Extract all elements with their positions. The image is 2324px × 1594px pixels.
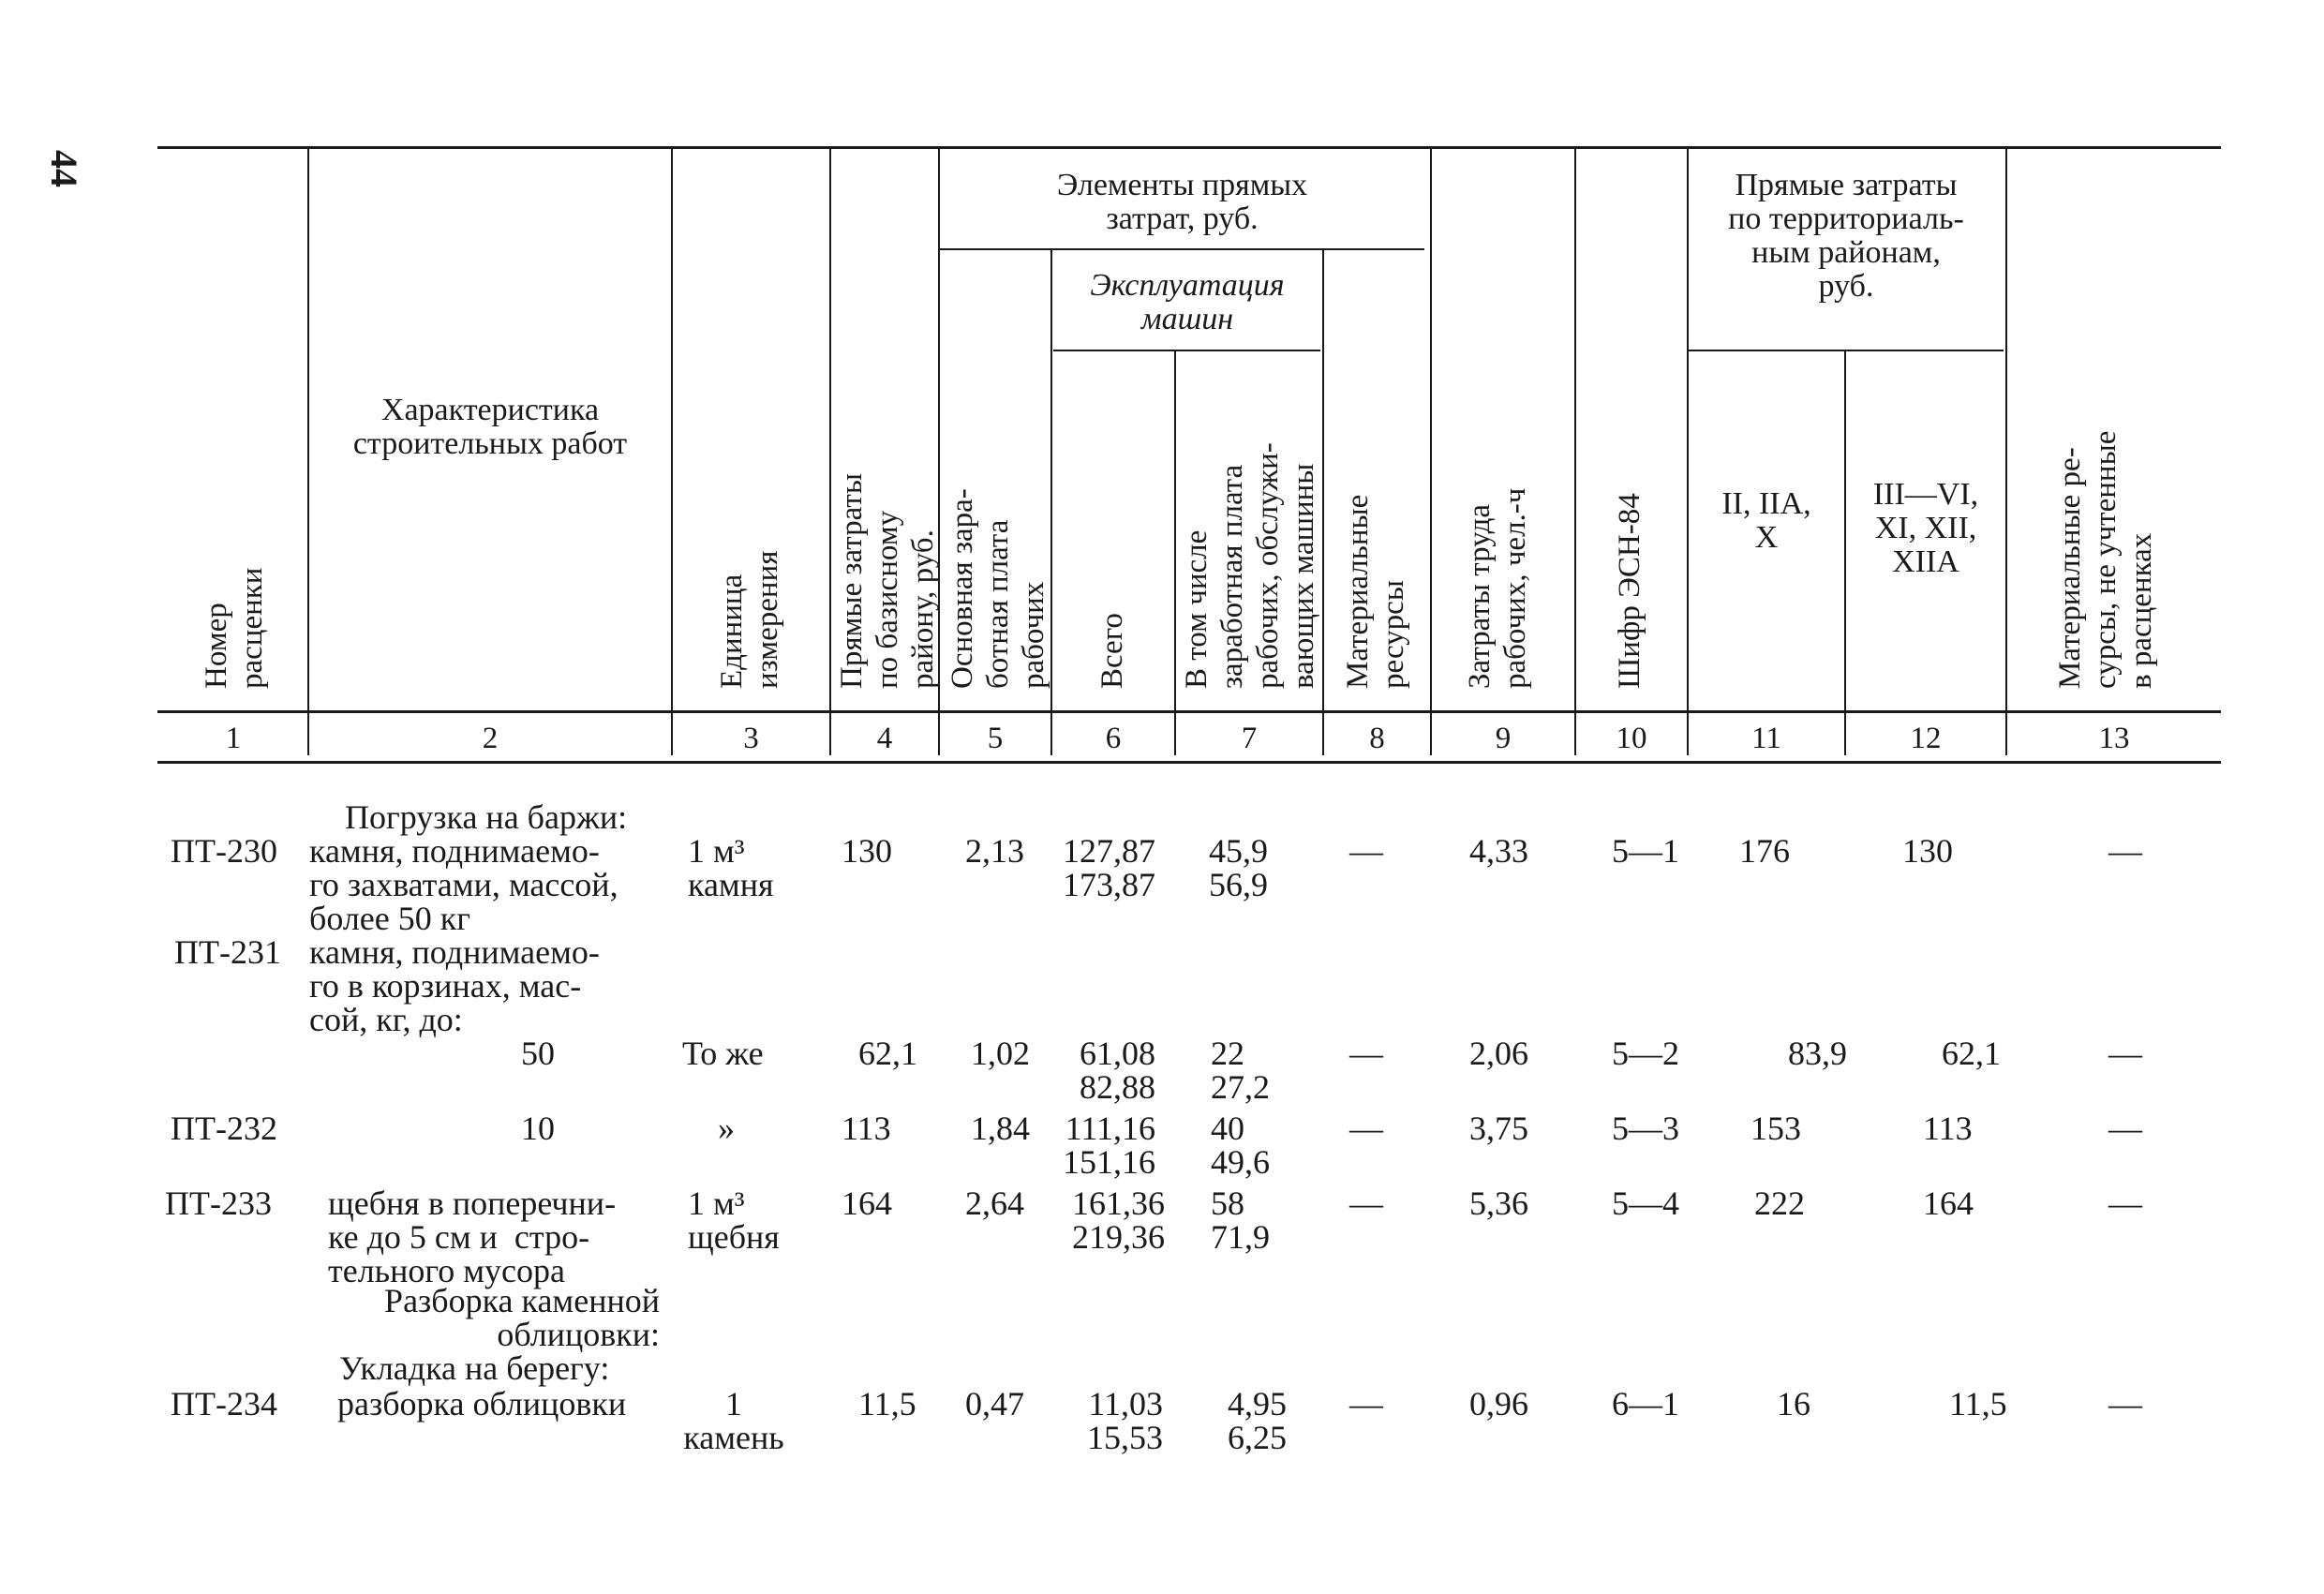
group-rule-machines [1053,350,1320,351]
rate-code: ПТ-232 [171,1110,277,1147]
machines-total: 61,08 82,88 [1080,1035,1155,1106]
rate-code: ПТ-230 [171,832,277,870]
column-number: 10 [1616,722,1647,755]
unit: » [718,1110,735,1147]
column-number: 7 [1241,722,1258,755]
materials: — [1349,832,1383,870]
machine-wage: 58 71,9 [1211,1184,1270,1256]
work-description: камня, поднимаемо- го в корзинах, мас- сой, кг, до: [309,933,600,1038]
direct-cost: 164 [842,1184,892,1222]
top-rule [157,146,2221,149]
column-number: 11 [1751,722,1781,755]
region-cost-2: 62,1 [1942,1035,2001,1072]
region-cost-1: 16 [1777,1385,1810,1423]
weight-limit: 10 [521,1110,555,1147]
direct-cost: 130 [842,832,892,870]
base-wage: 2,13 [965,832,1024,870]
unit: 1 камень [683,1385,784,1456]
col-divider [1174,351,1176,755]
region-cost-1: 176 [1739,832,1790,870]
group-rule-regions [1689,350,2004,351]
column-number: 1 [225,722,242,755]
machine-wage: 4,95 6,25 [1228,1385,1287,1456]
region-cost-2: 130 [1902,832,1953,870]
column-number: 9 [1495,722,1512,755]
region-cost-1: 153 [1750,1110,1801,1147]
direct-cost: 11,5 [858,1385,916,1423]
base-wage: 2,64 [965,1184,1024,1222]
header-rate-number: Номер расценки [200,567,269,689]
weight-limit: 50 [521,1035,555,1072]
header-unaccounted-materials: Материальные ре- сурсы, не учтенные в расценках [2053,430,2158,689]
column-number: 5 [987,722,1004,755]
work-description: камня, поднимаемо- го захватами, массой, более 50 кг [309,832,618,937]
machines-total: 127,87 173,87 [1063,832,1155,903]
machines-total: 11,03 15,53 [1087,1385,1163,1456]
unit: То же [682,1035,764,1072]
header-machines-total: Всего [1095,613,1129,689]
materials: — [1349,1110,1383,1147]
region-cost-1: 222 [1754,1184,1805,1222]
labor-cost: 0,96 [1469,1385,1528,1423]
esn-code: 5—3 [1612,1110,1679,1147]
machines-total: 111,16 151,16 [1063,1110,1155,1181]
header-group-machines: Эксплуатация машин [1090,268,1285,336]
unaccounted-materials: — [2108,1385,2142,1423]
base-wage: 1,84 [971,1110,1030,1147]
section-heading: Разборка каменной облицовки: [384,1282,660,1353]
esn-code: 5—2 [1612,1035,1679,1072]
page-number: 44 [43,150,85,187]
column-number: 2 [482,722,499,755]
col-divider [1322,250,1324,755]
direct-cost: 113 [842,1110,891,1147]
column-number: 12 [1910,722,1942,755]
rate-code: ПТ-234 [171,1385,277,1423]
labor-cost: 5,36 [1469,1184,1528,1222]
materials: — [1349,1035,1383,1072]
header-group-direct-elements: Элементы прямых затрат, руб. [1056,168,1308,236]
header-regions-2: III—VI, XI, XII, XIIA [1872,477,1979,579]
materials: — [1349,1184,1383,1222]
header-work-description: Характеристика строительных работ [352,393,628,461]
base-wage: 0,47 [965,1385,1024,1423]
unaccounted-materials: — [2108,1110,2142,1147]
section-heading: Укладка на берегу: [339,1349,610,1387]
group-rule-elements [940,248,1424,250]
header-regions-1: II, IIA, X [1721,486,1811,555]
col-divider [1430,148,1432,755]
labor-cost: 3,75 [1469,1110,1528,1147]
header-bottom-rule [157,710,2221,713]
column-number: 3 [743,722,759,755]
esn-code: 5—1 [1612,832,1679,870]
rate-code: ПТ-231 [174,933,281,971]
region-cost-1: 83,9 [1788,1035,1847,1072]
header-esn-code: Шифр ЭСН-84 [1613,493,1646,689]
work-description: щебня в поперечни- ке до 5 см и стро- тельного мусора [328,1184,617,1289]
unaccounted-materials: — [2108,1035,2142,1072]
header-machine-operators-wage: В том числе заработная плата рабочих, обслужи- вающих машины [1180,442,1320,689]
header-direct-costs-base: Прямые затраты по базисному району, руб. [835,472,940,689]
unit: 1 м³ камня [688,832,774,903]
column-number: 13 [2098,722,2130,755]
region-cost-2: 113 [1923,1110,1973,1147]
machines-total: 161,36 219,36 [1072,1184,1165,1256]
column-number: 8 [1369,722,1385,755]
labor-cost: 4,33 [1469,832,1528,870]
column-number: 6 [1105,722,1122,755]
unit: 1 м³ щебня [688,1184,780,1256]
header-unit: Единица измерения [715,550,784,689]
column-number: 4 [876,722,893,755]
rate-code: ПТ-233 [165,1184,272,1222]
header-materials: Материальные ресурсы [1341,494,1410,689]
header-group-regions: Прямые затраты по территориаль- ным районам, руб. [1728,168,1964,304]
header-labor-costs: Затраты труда рабочих, чел.-ч [1463,487,1532,689]
region-cost-2: 11,5 [1949,1385,2007,1423]
machine-wage: 22 27,2 [1211,1035,1270,1106]
base-wage: 1,02 [971,1035,1030,1072]
machine-wage: 45,9 56,9 [1209,832,1268,903]
col-divider [671,148,673,755]
region-cost-2: 164 [1923,1184,1974,1222]
header-base-wage: Основная зара- ботная плата рабочих [946,488,1050,689]
esn-code: 5—4 [1612,1184,1679,1222]
col-divider [829,148,831,755]
section-heading: Погрузка на баржи: [345,798,628,836]
work-description: разборка облицовки [337,1385,627,1423]
unaccounted-materials: — [2108,1184,2142,1222]
machine-wage: 40 49,6 [1211,1110,1270,1181]
direct-cost: 62,1 [858,1035,917,1072]
materials: — [1349,1385,1383,1423]
esn-code: 6—1 [1612,1385,1679,1423]
col-divider [1574,148,1576,755]
col-divider [2005,148,2007,755]
unaccounted-materials: — [2108,832,2142,870]
column-numbers-rule [157,761,2221,764]
labor-cost: 2,06 [1469,1035,1528,1072]
